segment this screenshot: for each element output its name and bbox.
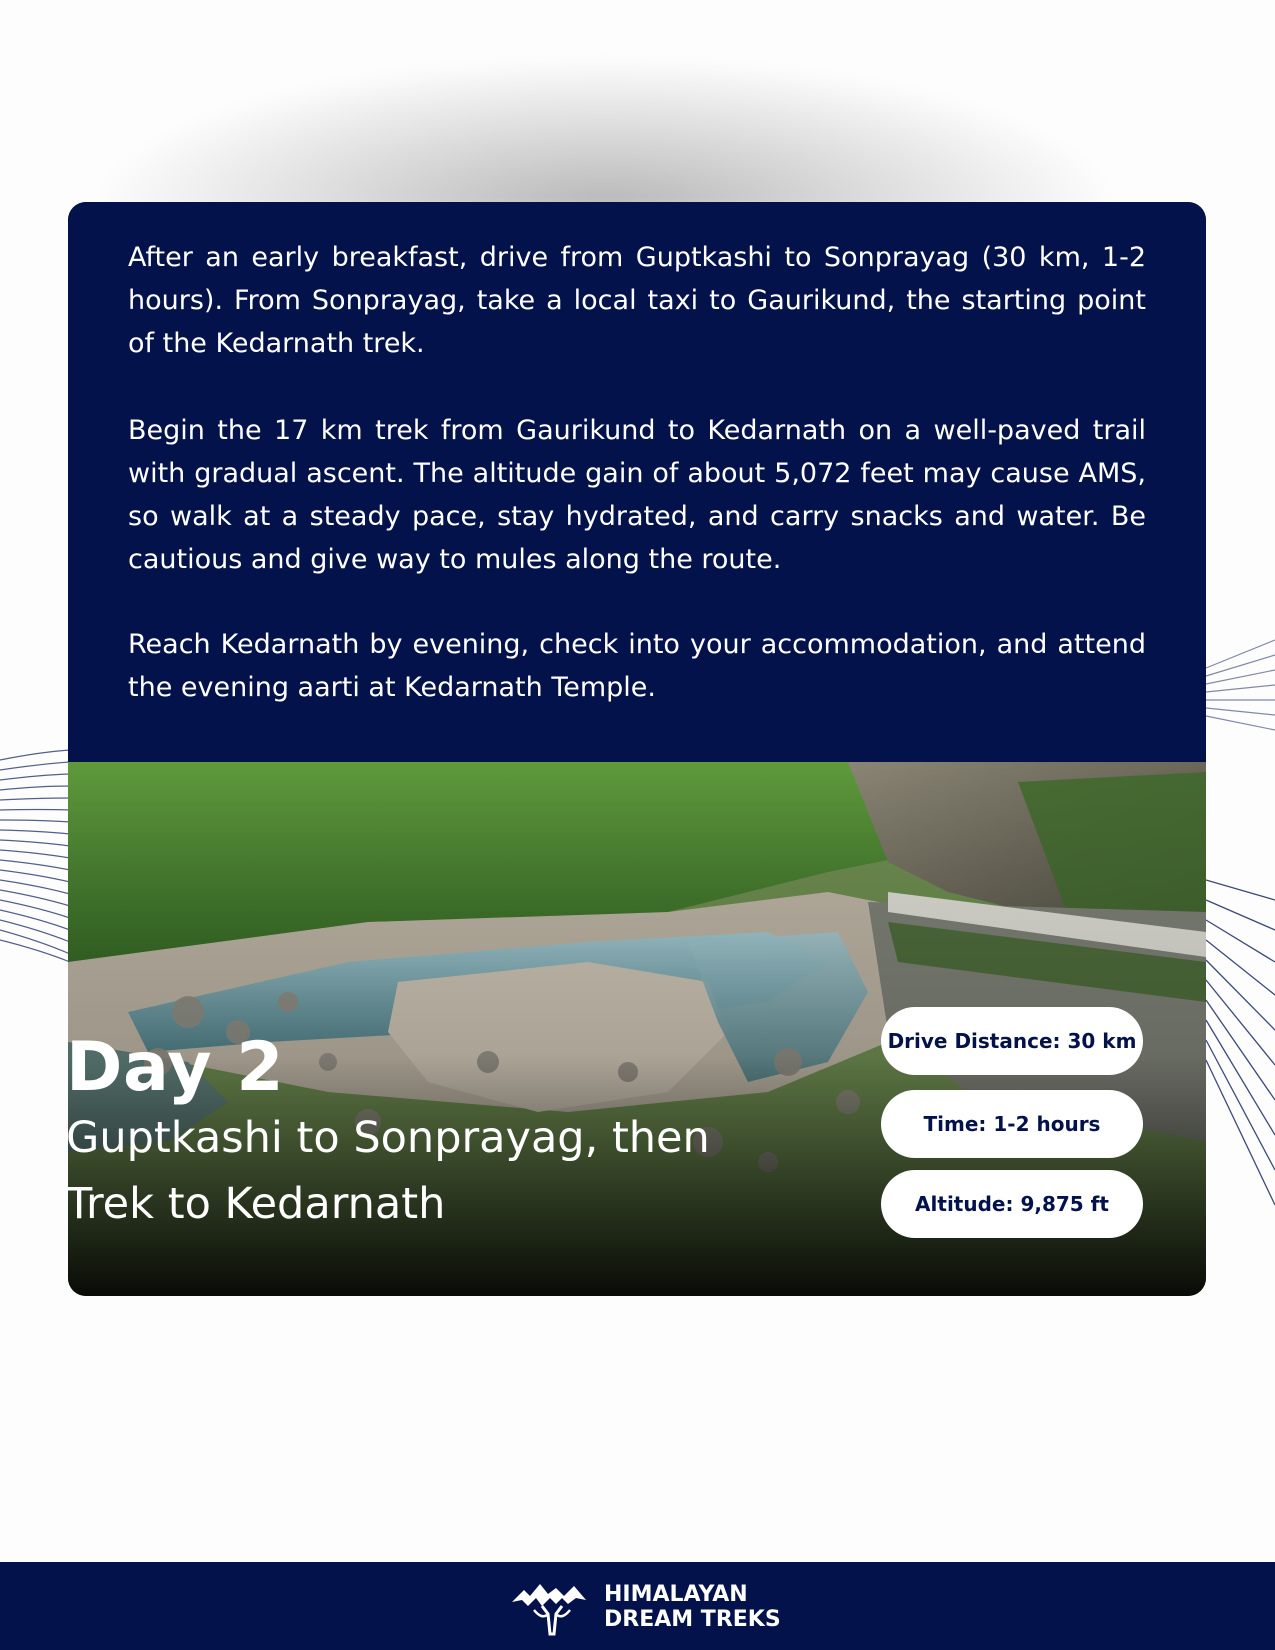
- description-paragraph: After an early breakfast, drive from Guptkashi to Sonprayag (30 km, 1-2 hours). From Sonprayag, take a local taxi to Gaurikund, the starting point of the Kedarnath trek.: [128, 242, 1146, 359]
- brand-name-line: HIMALAYAN: [604, 1582, 748, 1607]
- footer-bar: [0, 1562, 1275, 1650]
- brand-name: [604, 1582, 781, 1632]
- day-route-title-line: Guptkashi to Sonprayag, then: [66, 1113, 710, 1163]
- card-shadow: [100, 60, 1110, 210]
- brand-name-line: DREAM TREKS: [604, 1607, 781, 1632]
- time-badge: Time: 1-2 hours: [881, 1090, 1143, 1158]
- altitude-badge: Altitude: 9,875 ft: [881, 1170, 1143, 1238]
- brand-logo: [512, 1580, 781, 1636]
- drive-distance-badge: Drive Distance: 30 km: [881, 1007, 1143, 1075]
- day-route-title: [66, 1105, 726, 1237]
- day-label: Day 2: [66, 1028, 285, 1107]
- description-panel: [68, 202, 1206, 762]
- mountain-logo-icon: [512, 1580, 602, 1636]
- day-route-title-line: Trek to Kedarnath: [66, 1179, 446, 1229]
- description-paragraph: Reach Kedarnath by evening, check into your accommodation, and attend the evening aarti at Kedarnath Temple.: [128, 629, 1146, 703]
- description-paragraph: Begin the 17 km trek from Gaurikund to Kedarnath on a well-paved trail with gradual ascent. The altitude gain of about 5,072 feet may cause AMS, so walk at a steady pace, stay hydrated, and carry snacks and water. Be cautious and give way to mules along the route.: [128, 415, 1146, 575]
